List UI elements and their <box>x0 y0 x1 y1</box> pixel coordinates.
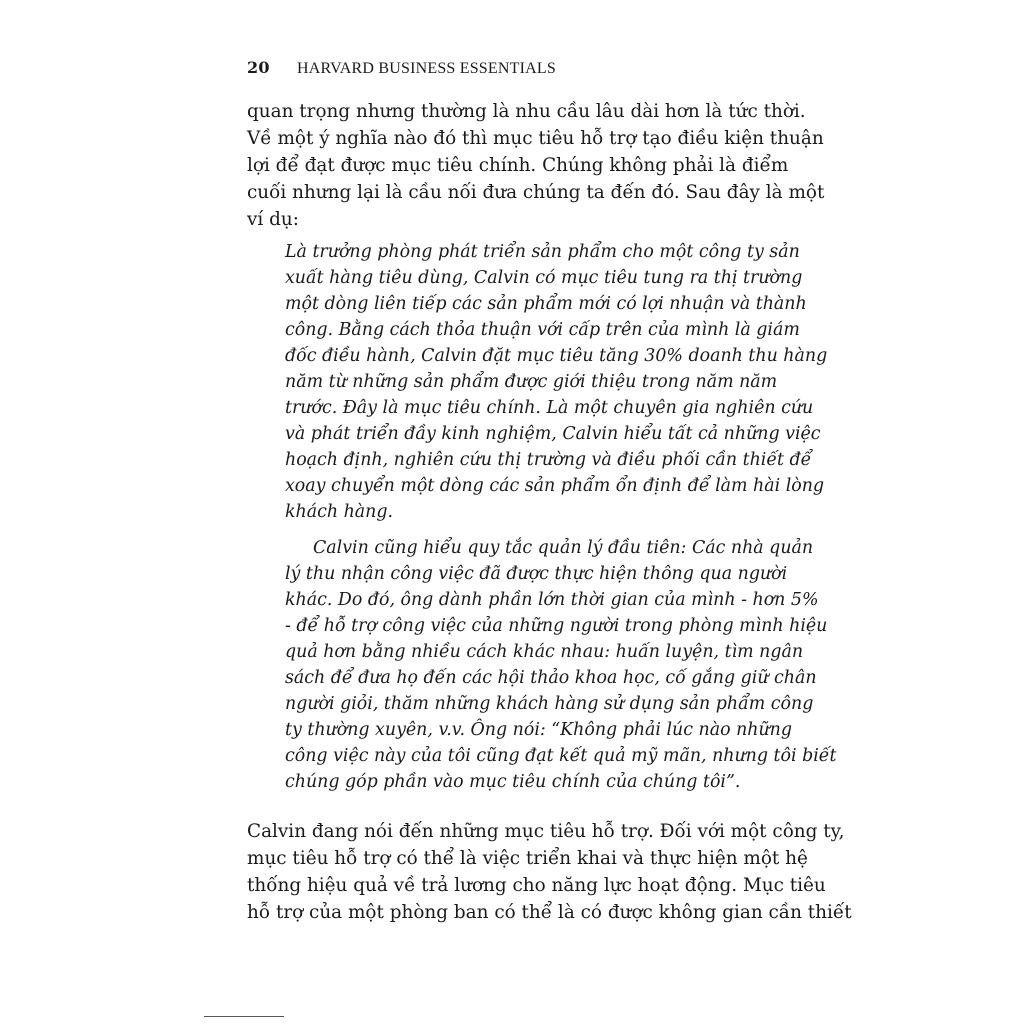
quote-1-line: khách hàng. <box>285 502 394 522</box>
paragraph-1-line: lợi để đạt được mục tiêu chính. Chúng không phải là điểm <box>247 155 789 176</box>
quote-2-line: - để hỗ trợ công việc của những người trong phòng mình hiệu <box>285 616 828 636</box>
running-title: HARVARD BUSINESS ESSENTIALS <box>296 60 556 77</box>
quote-2-line: ty thường xuyên, v.v. Ông nói: “Không phải lúc nào những <box>285 720 793 740</box>
paragraph-1-line: cuối nhưng lại là cầu nối đưa chúng ta đến đó. Sau đây là một <box>247 182 825 203</box>
quote-1-line: công. Bằng cách thỏa thuận với cấp trên của mình là giám <box>285 320 800 340</box>
paragraph-2-line: mục tiêu hỗ trợ có thể là việc triển khai và thực hiện một hệ <box>247 848 808 869</box>
quote-1-line: Là trưởng phòng phát triển sản phẩm cho một công ty sản <box>285 242 800 262</box>
quote-2-line: lý thu nhận công việc đã được thực hiện thông qua người <box>285 564 788 584</box>
quote-1-line: hoạch định, nghiên cứu thị trường và điều phối cần thiết để <box>285 450 812 470</box>
quote-1-line: một dòng liên tiếp các sản phẩm mới có lợi nhuận và thành <box>285 294 807 314</box>
quote-1-line: và phát triển đầy kinh nghiệm, Calvin hiểu tất cả những việc <box>285 424 821 444</box>
page-number: 20 <box>247 58 270 77</box>
quote-2-line: Calvin cũng hiểu quy tắc quản lý đầu tiên: Các nhà quản <box>313 538 814 558</box>
paragraph-1-line: quan trọng nhưng thường là nhu cầu lâu dài hơn là tức thời. <box>247 101 806 122</box>
paragraph-2-line: hỗ trợ của một phòng ban có thể là có được không gian cần thiết <box>247 902 852 923</box>
quote-1-line: đốc điều hành, Calvin đặt mục tiêu tăng 30% doanh thu hàng <box>285 346 828 366</box>
quote-2-line: người giỏi, thăm những khách hàng sử dụng sản phẩm công <box>285 694 814 714</box>
paragraph-2-line: thống hiệu quả về trả lương cho năng lực hoạt động. Mục tiêu <box>247 875 826 896</box>
quote-1-line: xoay chuyển một dòng các sản phẩm ổn định để làm hài lòng <box>285 476 825 496</box>
quote-1-line: xuất hàng tiêu dùng, Calvin có mục tiêu tung ra thị trường <box>285 268 803 288</box>
quote-2-line: chúng góp phần vào mục tiêu chính của chúng tôi”. <box>285 772 741 792</box>
quote-2-line: quả hơn bằng nhiều cách khác nhau: huấn luyện, tìm ngân <box>285 642 804 662</box>
paragraph-2-line: Calvin đang nói đến những mục tiêu hỗ trợ. Đối với một công ty, <box>247 821 845 842</box>
running-header <box>247 58 556 78</box>
quote-1-line: trước. Đây là mục tiêu chính. Là một chuyên gia nghiên cứu <box>285 398 814 418</box>
quote-2-line: khác. Do đó, ông dành phần lớn thời gian của mình - hơn 5% <box>285 590 819 610</box>
paragraph-1-line: ví dụ: <box>247 209 299 230</box>
footer-rule <box>204 1016 284 1017</box>
quote-2-line: công việc này của tôi cũng đạt kết quả mỹ mãn, nhưng tôi biết <box>285 746 837 766</box>
quote-1-line: năm từ những sản phẩm được giới thiệu trong năm năm <box>285 372 778 392</box>
quote-2-line: sách để đưa họ đến các hội thảo khoa học, cố gắng giữ chân <box>285 668 817 688</box>
paragraph-1-line: Về một ý nghĩa nào đó thì mục tiêu hỗ trợ tạo điều kiện thuận <box>247 128 824 149</box>
